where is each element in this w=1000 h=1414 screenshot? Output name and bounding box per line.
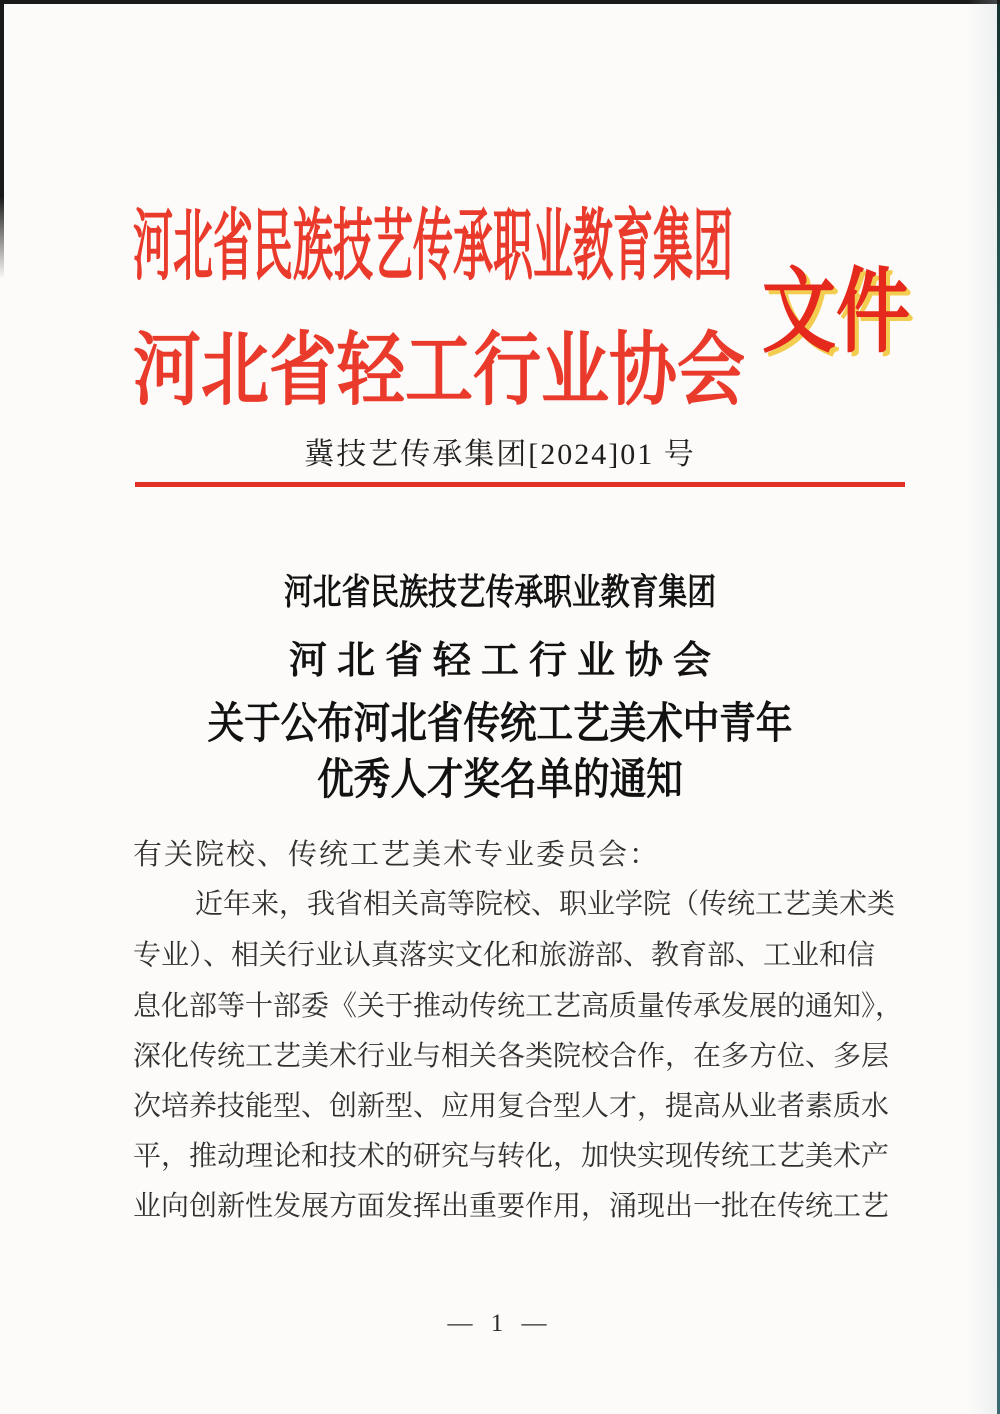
title-org-line-1: 河北省民族技艺传承职业教育集团 [283,571,716,612]
letterhead-org-line-2: 河北省轻工行业协会 [133,325,746,415]
body-paragraph-line: 深化传统工艺美术行业与相关各类院校合作，在多方位、多层 [133,1041,890,1072]
notice-title-line-1: 关于公布河北省传统工艺美术中青年 [207,700,793,748]
letterhead-red-rule [135,482,905,487]
notice-title-line-2: 优秀人才奖名单的通知 [317,756,683,804]
body-paragraph-line: 息化部等十部委《关于推动传统工艺高质量传承发展的通知》， [133,991,904,1022]
scan-edge-right-tint [967,0,997,1414]
document-number: 冀技艺传承集团[2024]01 号 [304,438,696,471]
title-org-line-2: 河北省轻工行业协会 [288,640,721,682]
body-paragraph-line: 专业）、相关行业认真落实文化和旅游部、教育部、工业和信 [133,940,876,971]
body-paragraph-line: 平，推动理论和技术的研究与转化，加快实现传统工艺美术产 [133,1141,890,1172]
body-paragraph-line: 业向创新性发展方面发挥出重要作用，涌现出一批在传统工艺 [133,1191,890,1222]
salutation-line: 有关院校、传统工艺美术专业委员会： [133,839,661,871]
scan-edge-left [0,4,4,279]
page-number: — 1 — [447,1310,553,1337]
scan-edge-top [0,0,1000,4]
letterhead-document-label: 文件 [762,259,910,364]
body-paragraph-line: 次培养技能型、创新型、应用复合型人才，提高从业者素质水 [133,1091,890,1122]
body-paragraph-line: 近年来，我省相关高等院校、职业学院（传统工艺美术类 [195,889,896,920]
letterhead-org-line-1: 河北省民族技艺传承职业教育集团 [133,202,733,290]
